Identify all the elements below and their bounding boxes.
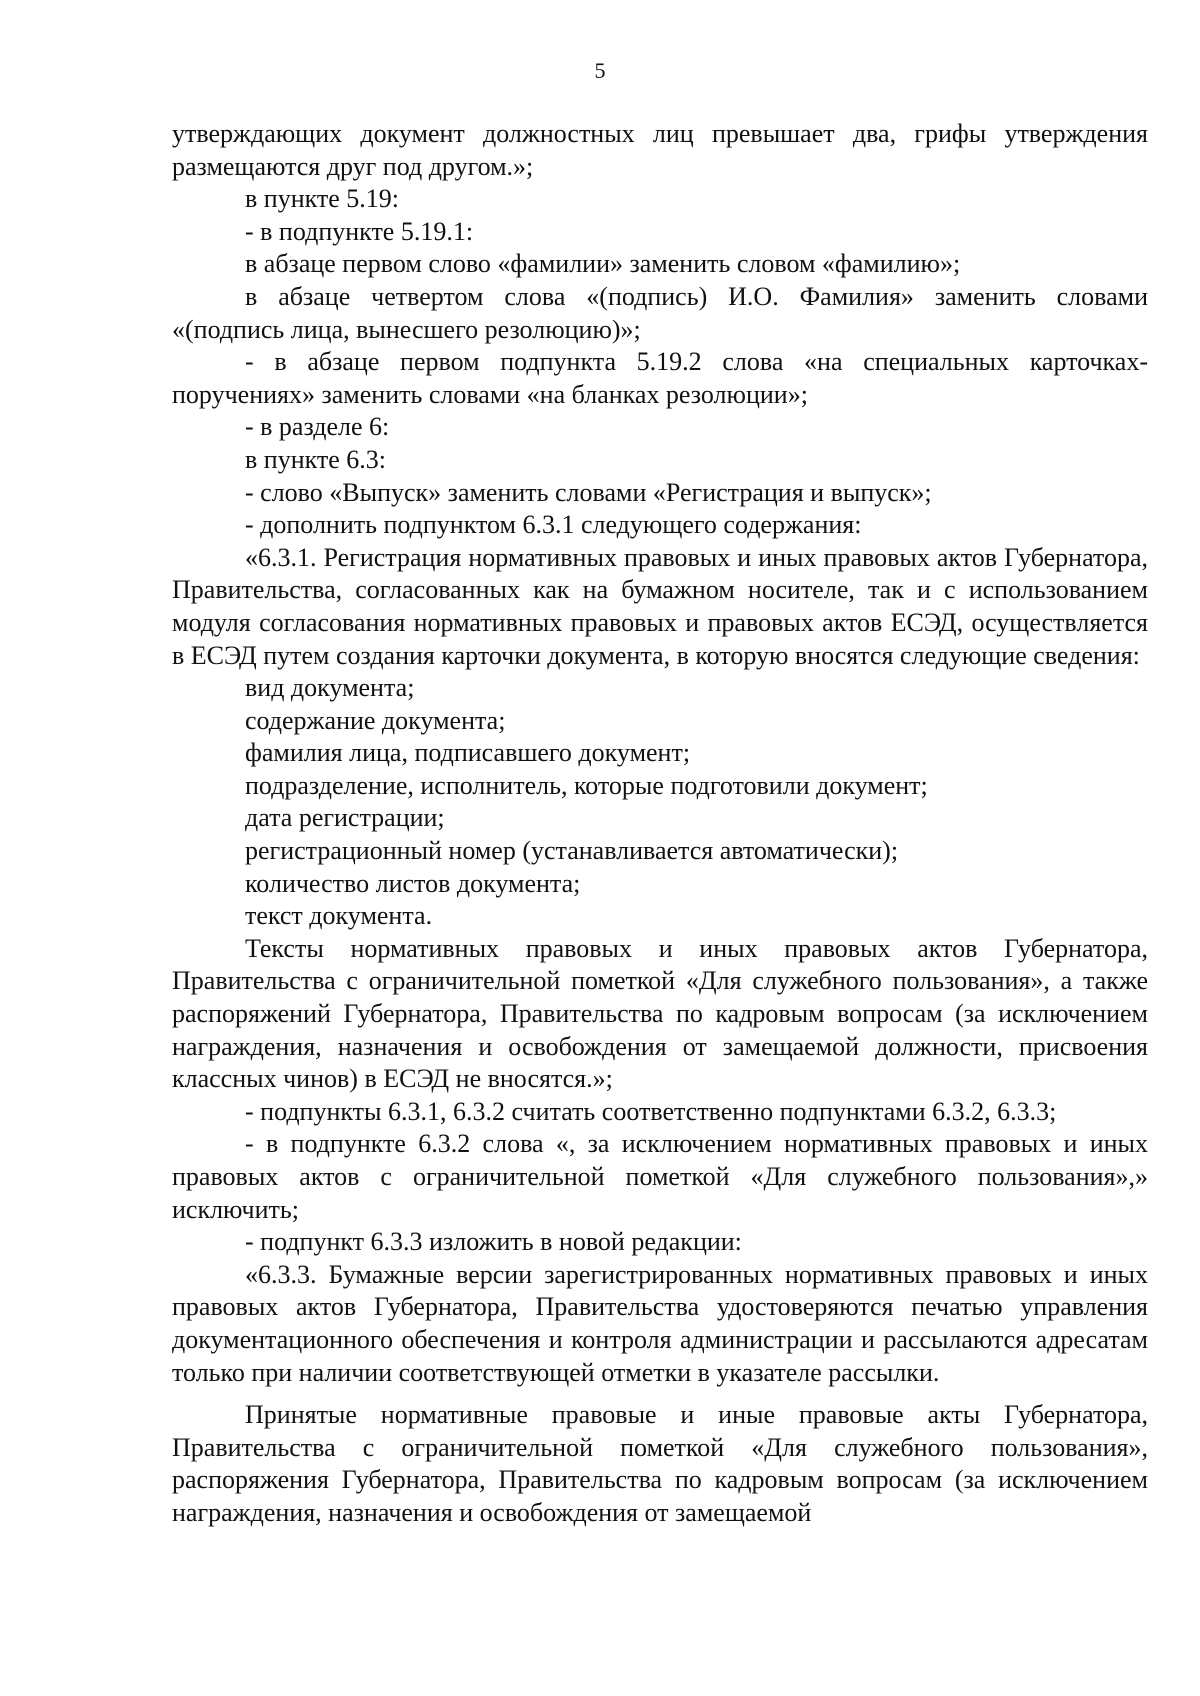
paragraph: - в подпункте 6.3.2 слова «, за исключением нормативных правовых и иных правовых актов с ограничительной пометкой «Для служебного пользования»,» исключить; bbox=[172, 1129, 1148, 1224]
list-item: дата регистрации; bbox=[245, 803, 445, 833]
paragraph: в абзаце четвертом слова «(подпись) И.О. Фамилия» заменить словами «(подпись лица, вынесшего резолюцию)»; bbox=[172, 281, 1148, 344]
document-body bbox=[172, 118, 1148, 1530]
paragraph: - подпункт 6.3.3 изложить в новой редакции: bbox=[245, 1227, 742, 1257]
list-item: количество листов документа; bbox=[245, 868, 581, 898]
page-number: 5 bbox=[594, 58, 606, 83]
list-item: содержание документа; bbox=[245, 705, 506, 735]
paragraph: - подпункты 6.3.1, 6.3.2 считать соответственно подпунктами 6.3.2, 6.3.3; bbox=[245, 1096, 1057, 1126]
paragraph: Принятые нормативные правовые и иные правовые акты Губернатора, Правительства с ограничительной пометкой «Для служебного пользования», распоряжения Губернатора, Правительства по кадровым вопросам (за исключением награждения, назначения и освобождения от замещаемой bbox=[172, 1400, 1148, 1527]
paragraph: в пункте 5.19: bbox=[245, 184, 400, 214]
paragraph: утверждающих документ должностных лиц превышает два, грифы утверждения размещаются друг под другом.»; bbox=[172, 119, 1148, 181]
list-item: текст документа. bbox=[245, 901, 433, 931]
paragraph: - в подпункте 5.19.1: bbox=[245, 216, 474, 246]
paragraph: «6.3.1. Регистрация нормативных правовых и иных правовых актов Губернатора, Правительства, согласованных как на бумажном носителе, так и с использованием модуля согласования нормативных правовых и правовых актов ЕСЭД, осуществляется в ЕСЭД путем создания карточки документа, в которую вносятся следующие сведения: bbox=[172, 542, 1148, 670]
list-item: фамилия лица, подписавшего документ; bbox=[245, 738, 691, 768]
paragraph: - дополнить подпунктом 6.3.1 следующего содержания: bbox=[245, 510, 862, 540]
list-item: вид документа; bbox=[245, 673, 415, 703]
paragraph: в пункте 6.3: bbox=[245, 444, 387, 474]
list-item: подразделение, исполнитель, которые подготовили документ; bbox=[245, 770, 928, 800]
paragraph: - в разделе 6: bbox=[245, 412, 390, 442]
paragraph: - в абзаце первом подпункта 5.19.2 слова «на специальных карточках-поручениях» заменить словами «на бланках резолюции»; bbox=[172, 347, 1148, 409]
list-item: регистрационный номер (устанавливается автоматически); bbox=[245, 836, 899, 866]
paragraph: - слово «Выпуск» заменить словами «Регистрация и выпуск»; bbox=[245, 477, 932, 507]
paragraph: в абзаце первом слово «фамилии» заменить словом «фамилию»; bbox=[245, 249, 961, 279]
paragraph: Тексты нормативных правовых и иных правовых актов Губернатора, Правительства с ограничительной пометкой «Для служебного пользования», а также распоряжений Губернатора, Правительства по кадровым вопросам (за исключением награждения, назначения и освобождения от замещаемой должности, присвоения классных чинов) в ЕСЭД не вносятся.»; bbox=[172, 933, 1148, 1094]
paragraph: «6.3.3. Бумажные версии зарегистрированных нормативных правовых и иных правовых актов Губернатора, Правительства удостоверяются печатью управления документационного обеспечения и контроля администрации и рассылаются адресатам только при наличии соответствующей отметки в указателе рассылки. bbox=[172, 1259, 1148, 1387]
